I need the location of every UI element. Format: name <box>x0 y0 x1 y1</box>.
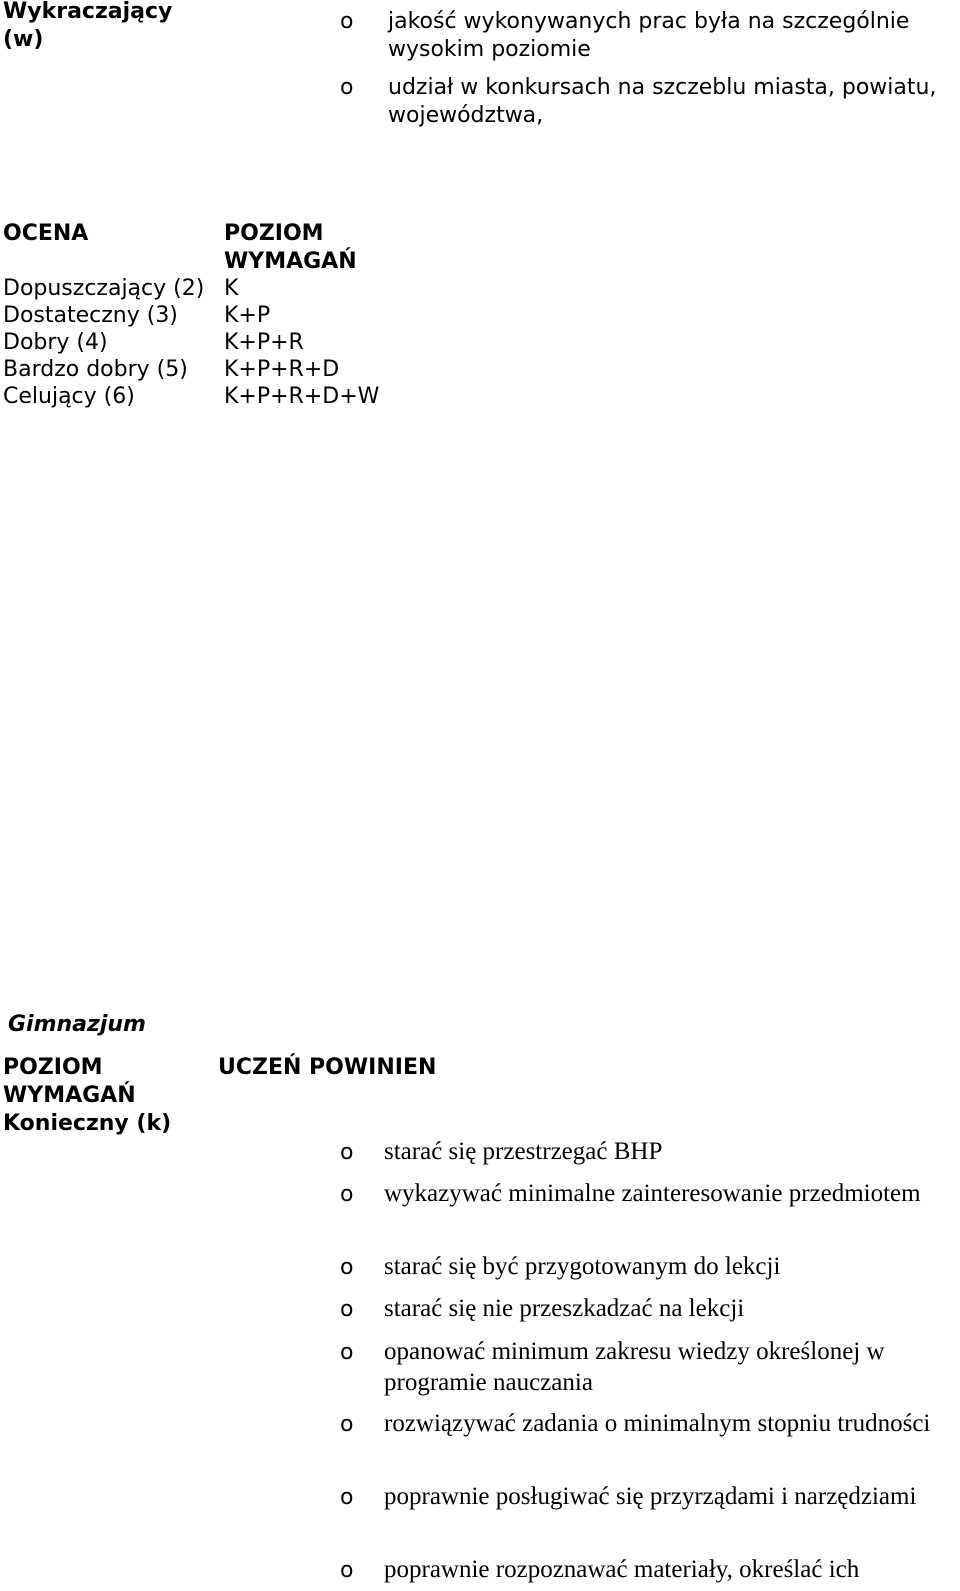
list-item: starać się nie przeszkadzać na lekcji <box>384 1295 745 1322</box>
requirement-level-konieczny: Konieczny (k) <box>3 1111 172 1136</box>
section-heading-gimnazjum: Gimnazjum <box>8 1012 146 1037</box>
grade-requirement: K+P+R <box>224 330 304 355</box>
list-item: rozwiązywać zadania o minimalnym stopniu trudności <box>384 1410 931 1437</box>
grade-name: Dobry (4) <box>3 330 108 355</box>
requirements-header-uczen: UCZEŃ POWINIEN <box>218 1055 437 1080</box>
bullet-marker: o <box>340 1485 354 1510</box>
bullet-marker: o <box>340 1182 354 1207</box>
bullet-marker: o <box>340 1412 354 1437</box>
list-item: udział w konkursach na szczeblu miasta, powiatu, województwa, <box>388 75 937 128</box>
grade-name: Dopuszczający (2) <box>3 276 205 301</box>
grade-requirement: K+P+R+D <box>224 357 340 382</box>
grade-requirement: K+P+R+D+W <box>224 384 380 409</box>
grade-name: Dostateczny (3) <box>3 303 178 328</box>
bullet-marker: o <box>340 75 354 100</box>
list-item: wykazywać minimalne zainteresowanie przedmiotem <box>384 1180 921 1207</box>
level-title-wykraczajacy: Wykraczający (w) <box>3 0 173 52</box>
grade-requirement: K <box>224 276 239 301</box>
list-item: starać się przestrzegać BHP <box>384 1138 663 1165</box>
grade-table-header-poziom: POZIOM WYMAGAŃ <box>224 221 357 274</box>
requirements-header-poziom: POZIOM WYMAGAŃ <box>3 1055 136 1108</box>
bullet-marker: o <box>340 1140 354 1165</box>
list-item: poprawnie posługiwać się przyrządami i narzędziami <box>384 1483 917 1510</box>
grade-requirement: K+P <box>224 303 271 328</box>
grade-name: Bardzo dobry (5) <box>3 357 188 382</box>
list-item: poprawnie rozpoznawać materiały, określać ich <box>384 1556 860 1583</box>
list-item: opanować minimum zakresu wiedzy określonej w programie nauczania <box>384 1338 885 1396</box>
bullet-marker: o <box>340 9 354 34</box>
grade-table-header-ocena: OCENA <box>3 221 89 246</box>
bullet-marker: o <box>340 1297 354 1322</box>
bullet-marker: o <box>340 1255 354 1280</box>
bullet-marker: o <box>340 1558 354 1583</box>
list-item: jakość wykonywanych prac była na szczególnie wysokim poziomie <box>388 9 910 62</box>
bullet-marker: o <box>340 1340 354 1365</box>
grade-name: Celujący (6) <box>3 384 135 409</box>
list-item: starać się być przygotowanym do lekcji <box>384 1253 781 1280</box>
